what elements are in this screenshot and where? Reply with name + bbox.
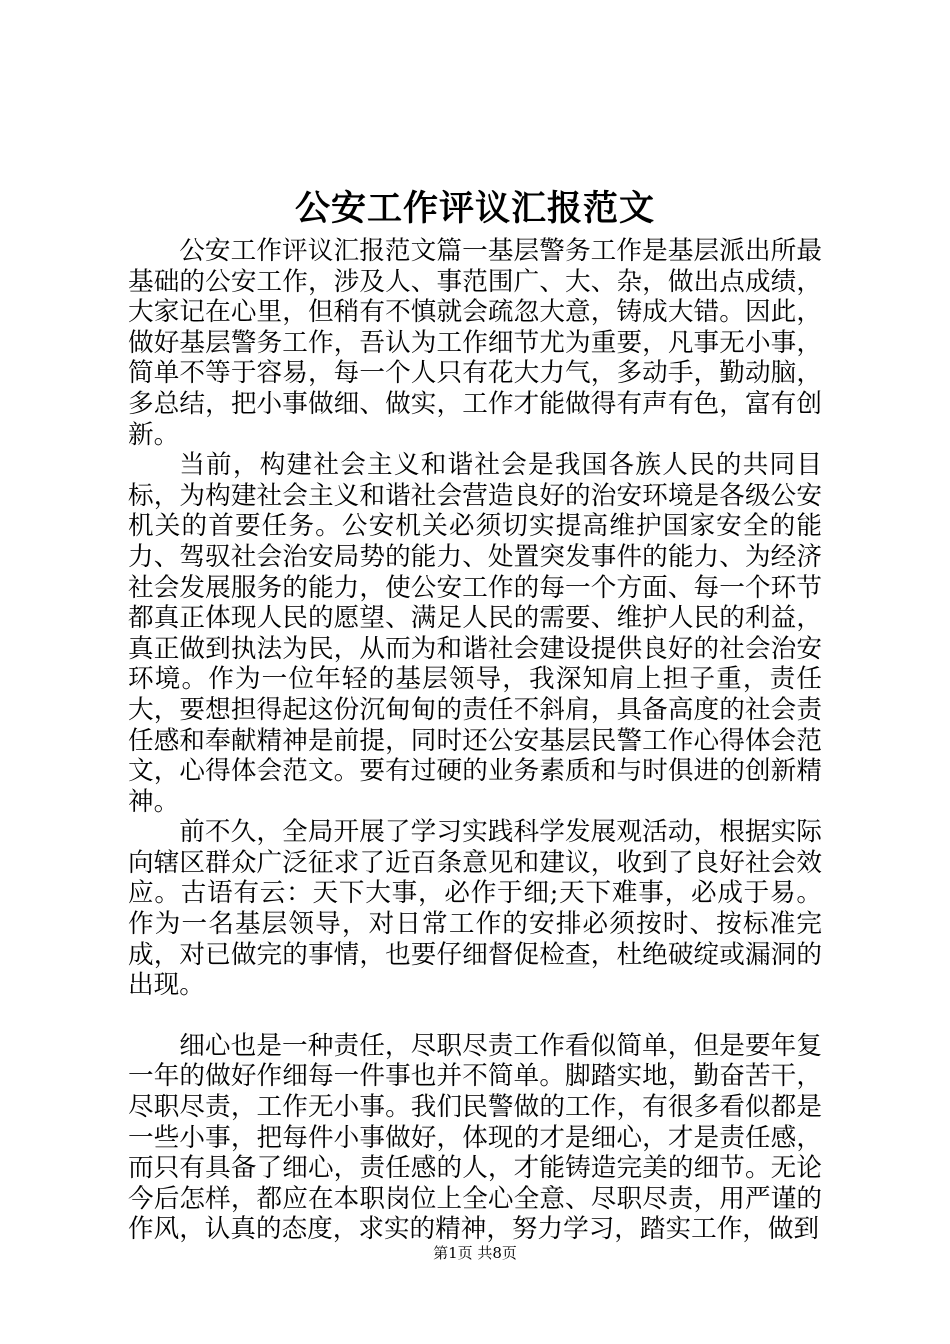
document-body (128, 236, 822, 1245)
paragraph-3: 前不久，全局开展了学习实践科学发展观活动，根据实际向辖区群众广泛征求了近百条意见和建议，收到了良好社会效应。古语有云：天下大事，必作于细;天下难事，必成于易。作为一名基层领导，对日常工作的安排必须按时、按标准完成，对已做完的事情，也要仔细督促检查，杜绝破绽或漏洞的出现。 (128, 817, 822, 1001)
document-title: 公安工作评议汇报范文 (294, 188, 655, 229)
paragraph-1: 公安工作评议汇报范文篇一基层警务工作是基层派出所最基础的公安工作，涉及人、事范围广、大、杂，做出点成绩，大家记在心里，但稍有不慎就会疏忽大意，铸成大错。因此，做好基层警务工作，吾认为工作细节尤为重要，凡事无小事，简单不等于容易，每一个人只有花大力气，多动手，勤动脑，多总结，把小事做细、做实，工作才能做得有声有色，富有创新。 (128, 236, 822, 450)
paragraph-2: 当前，构建社会主义和谐社会是我国各族人民的共同目标，为构建社会主义和谐社会营造良好的治安环境是各级公安机关的首要任务。公安机关必须切实提高维护国家安全的能力、驾驭社会治安局势的能力、处置突发事件的能力、为经济社会发展服务的能力，使公安工作的每一个方面、每一个环节都真正体现人民的愿望、满足人民的需要、维护人民的利益，真正做到执法为民，从而为和谐社会建设提供良好的社会治安环境。作为一位年轻的基层领导，我深知肩上担子重，责任大，要想担得起这份沉甸甸的责任不斜肩，具备高度的社会责任感和奉献精神是前提，同时还公安基层民警工作心得体会范文，心得体会范文。要有过硬的业务素质和与时俱进的创新精神。 (128, 450, 822, 817)
page-footer: 第1页 共8页 (433, 1244, 517, 1262)
paragraph-4: 细心也是一种责任，尽职尽责工作看似简单，但是要年复一年的做好作细每一件事也并不简单。脚踏实地，勤奋苦干，尽职尽责，工作无小事。我们民警做的工作，有很多看似都是一些小事，把每件小事做好，体现的才是细心，才是责任感，而只有具备了细心，责任感的人，才能铸造完美的细节。无论今后怎样，都应在本职岗位上全心全意、尽职尽责，用严谨的作风，认真的态度，求实的精神，努力学习，踏实工作，做到 (128, 1030, 822, 1245)
